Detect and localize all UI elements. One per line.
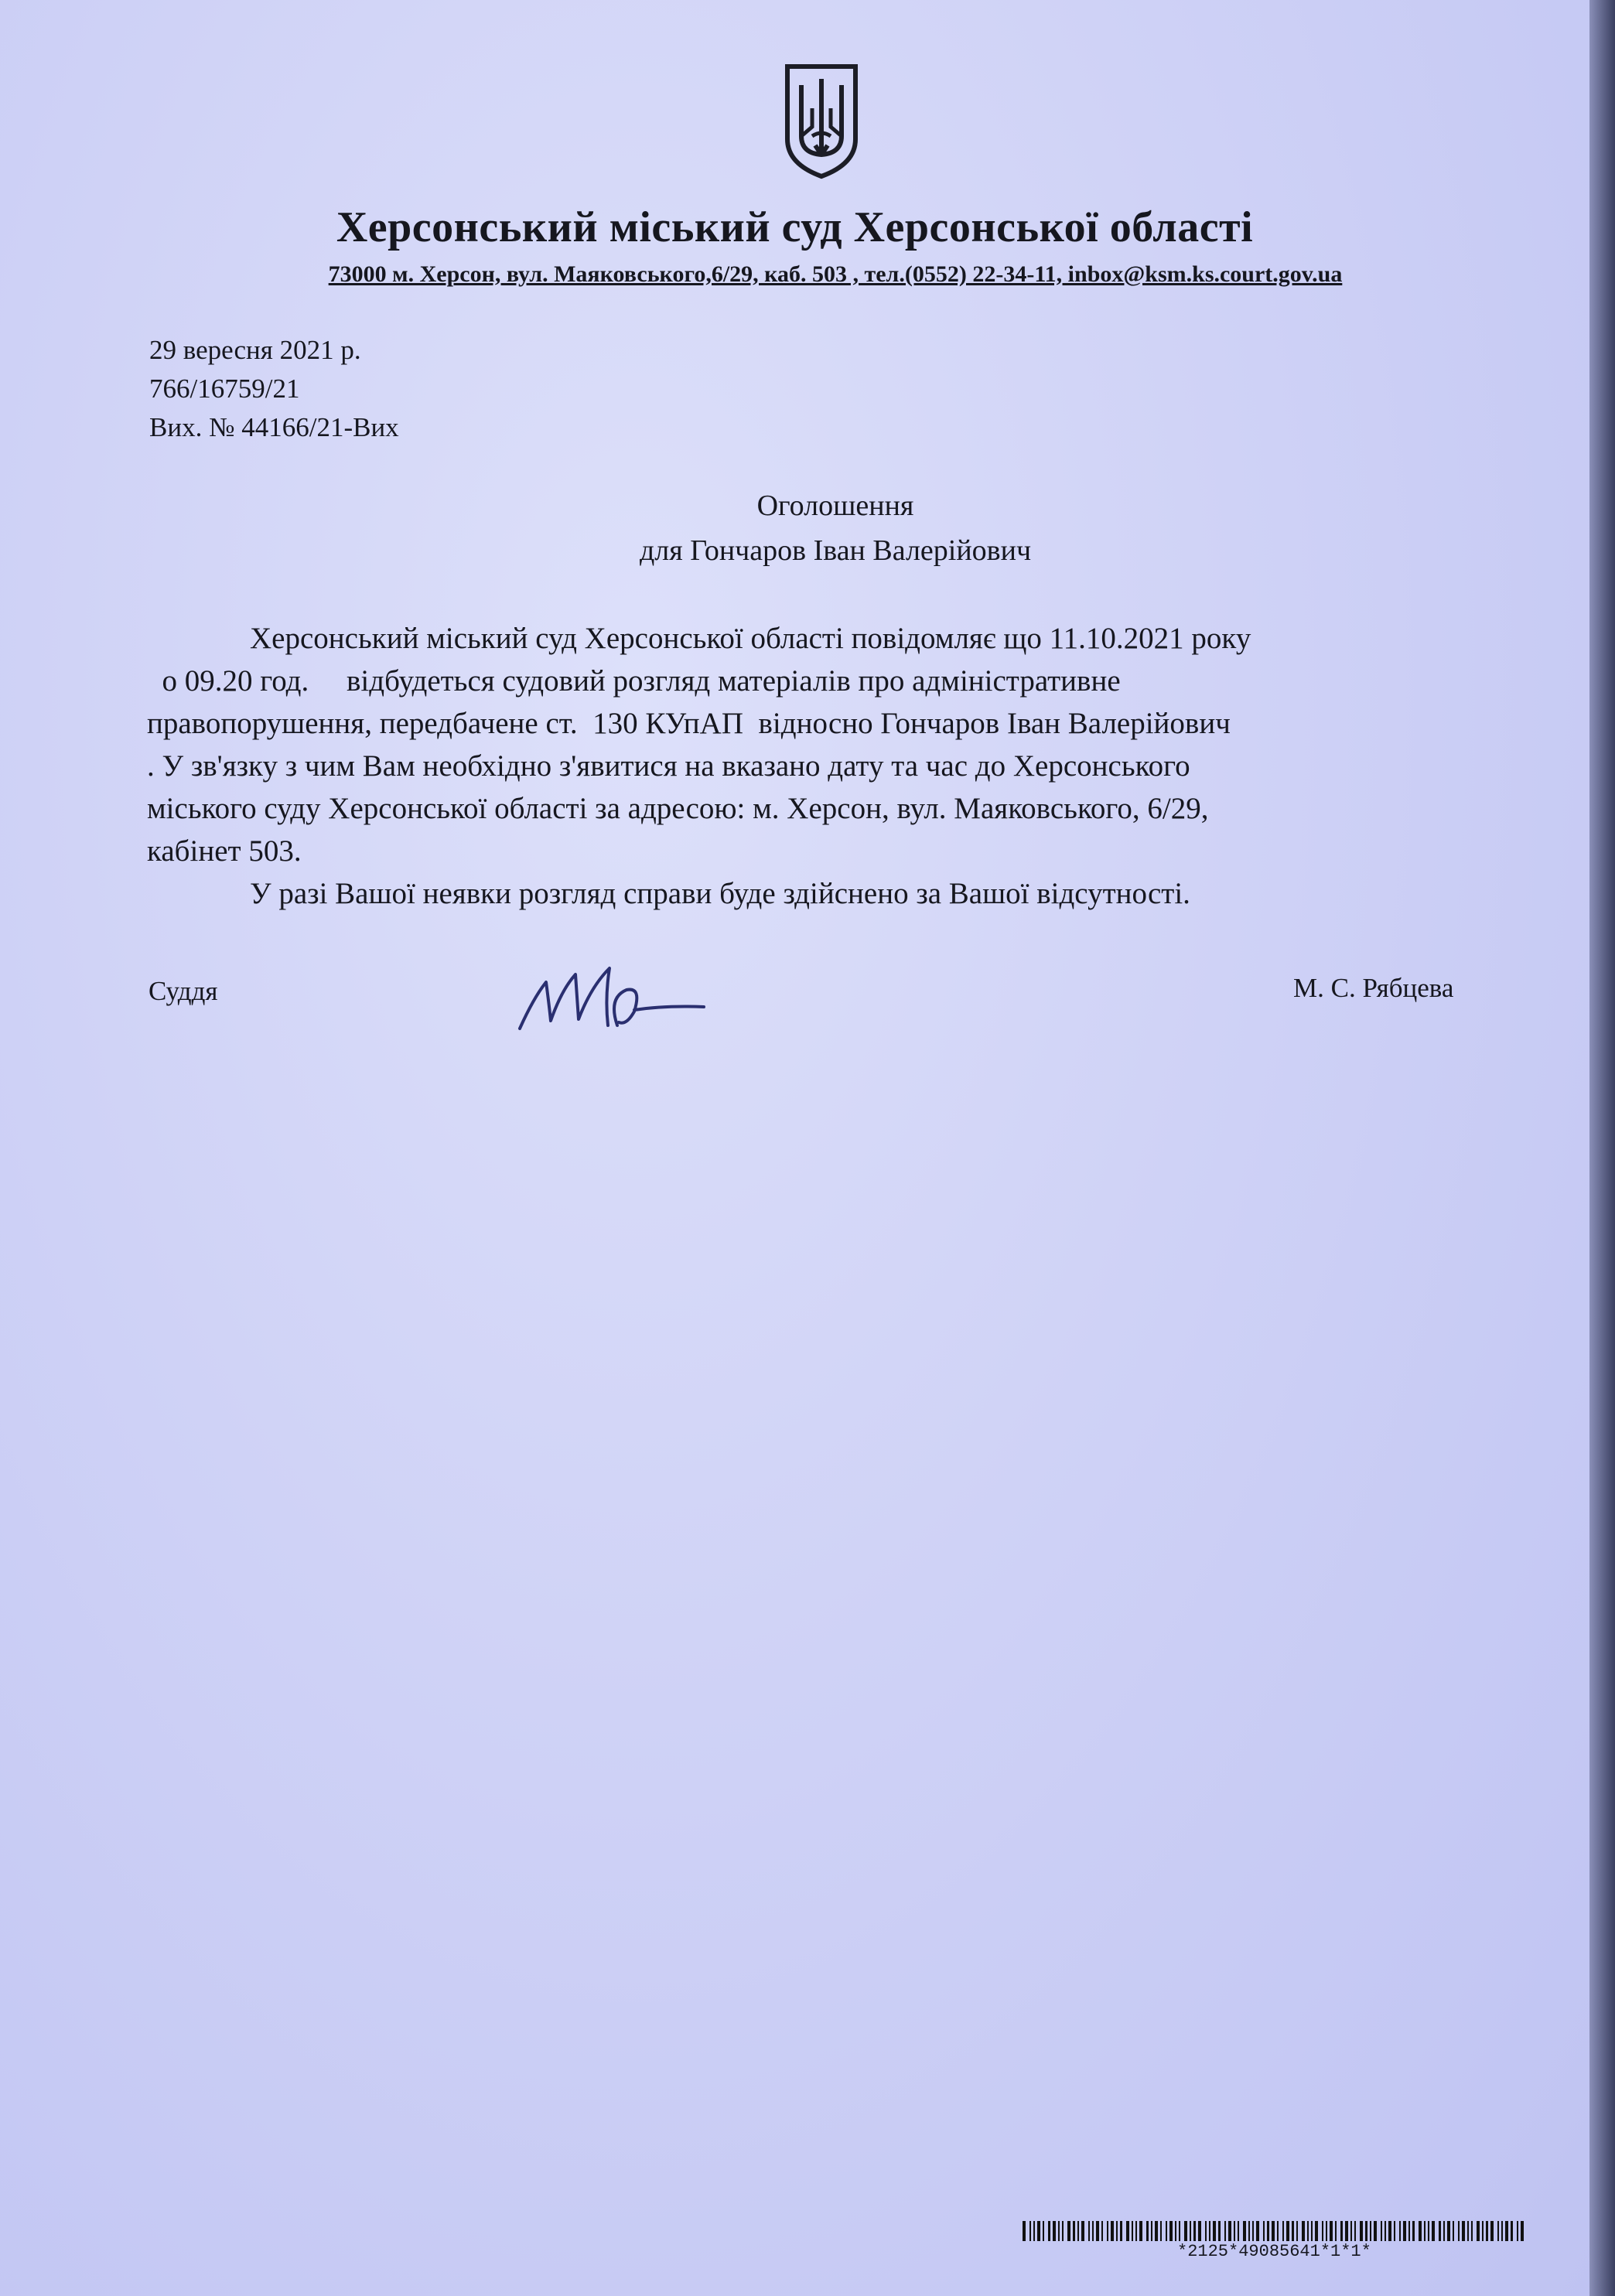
body-line: Херсонський міський суд Херсонської області повідомляє що 11.10.2021 року — [250, 622, 1251, 655]
body-line: міського суду Херсонської області за адресою: м. Херсон, вул. Маяковського, 6/29, — [147, 792, 1209, 825]
body-line: правопорушення, передбачене ст. 130 КУпАП відносно Гончаров Іван Валерійович — [147, 707, 1231, 740]
page-edge-shadow — [1589, 0, 1615, 2296]
notice-recipient: для Гончаров Іван Валерійович — [639, 534, 1032, 567]
absence-warning: У разі Вашої неявки розгляд справи буде здійснено за Вашої відсутності. — [250, 877, 1190, 910]
judge-name: М. С. Рябцева — [1293, 973, 1454, 1003]
document-meta — [149, 331, 399, 447]
barcode-text: *2125*49085641*1*1* — [1177, 2242, 1371, 2261]
judge-label: Суддя — [149, 976, 218, 1006]
barcode — [1023, 2221, 1525, 2241]
body-line: кабінет 503. — [147, 834, 302, 868]
document-date: 29 вересня 2021 р. — [149, 335, 361, 365]
body-line: о 09.20 год. відбудеться судовий розгляд матеріалів про адміністративне — [147, 664, 1121, 698]
case-number: 766/16759/21 — [149, 374, 300, 404]
handwritten-signature — [510, 951, 719, 1044]
notice-body — [147, 617, 1524, 915]
body-line: . У зв'язку з чим Вам необхідно з'явитися на вказано дату та час до Херсонського — [147, 749, 1190, 783]
trident-emblem-icon — [781, 62, 862, 179]
court-address-line: 73000 м. Херсон, вул. Маяковського,6/29, каб. 503 , тел.(0552) 22-34-11, inbox@ksm.ks.court.gov.ua — [328, 261, 1343, 287]
notice-title: Оголошення — [756, 490, 914, 522]
outgoing-number: Вих. № 44166/21-Вих — [149, 412, 399, 442]
court-name: Херсонський міський суд Херсонської області — [336, 203, 1254, 251]
